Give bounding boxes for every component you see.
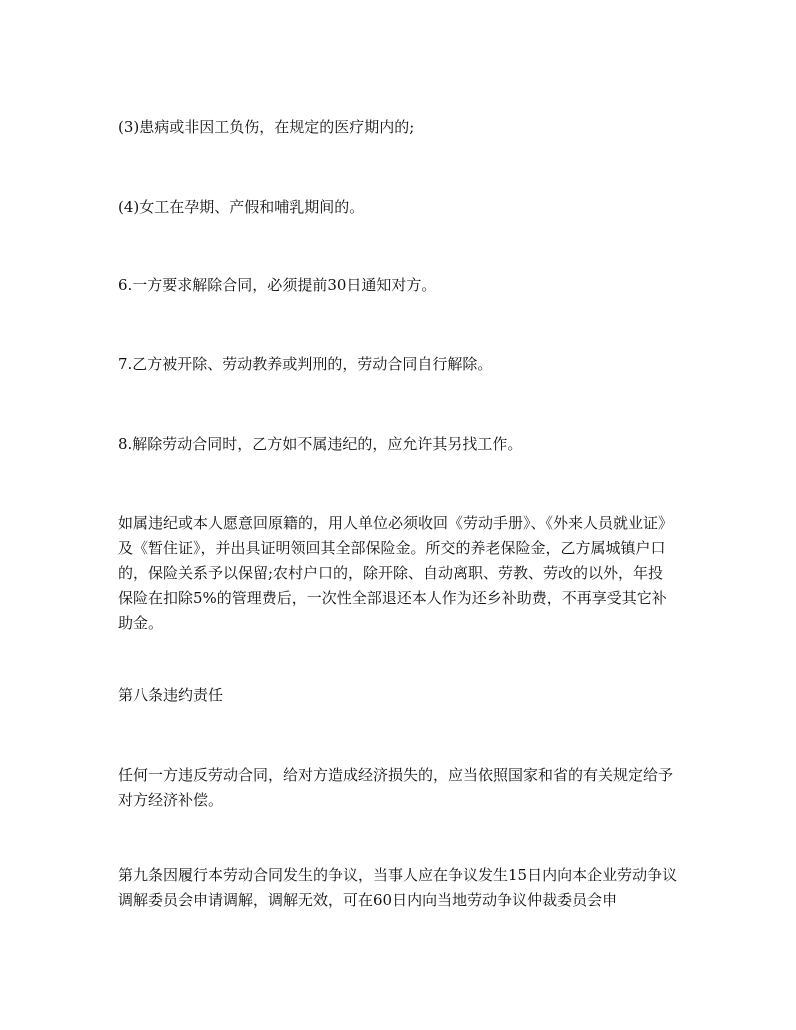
paragraph-item-6: 6.一方要求解除合同，必须提前30日通知对方。	[118, 276, 437, 294]
paragraph-item-7: 7.乙方被开除、劳动教养或判刑的，劳动合同自行解除。	[118, 355, 493, 373]
paragraph-item-8: 8.解除劳动合同时，乙方如不属违纪的，应允许其另找工作。	[118, 435, 523, 453]
paragraph-clause-4: (4)女工在孕期、产假和哺乳期间的。	[118, 198, 365, 216]
paragraph-article-9: 第九条因履行本劳动合同发生的争议，当事人应在争议发生15日内向本企业劳动争议调解委员会申请调解，调解无效，可在60日内向当地劳动争议仲裁委员会申	[118, 866, 678, 909]
paragraph-clause-3: (3)患病或非因工负伤，在规定的医疗期内的;	[118, 118, 415, 136]
section-heading-article-8: 第八条违约责任	[118, 686, 224, 704]
paragraph-insurance-terms: 如属违纪或本人愿意回原籍的，用人单位必须收回《劳动手册》、《外来人员就业证》及《暂住证》，并出具证明领回其全部保险金。所交的养老保险金，乙方属城镇户口的，保险关系予以保留;农村户口的，除开除、自动离职、劳教、劳改的以外，年投保险在扣除5%的管理费后，一次性全部退还本人作为还乡补助费，不再享受其它补助金。	[118, 514, 674, 632]
paragraph-breach-liability: 任何一方违反劳动合同，给对方造成经济损失的，应当依照国家和省的有关规定给予对方经济补偿。	[118, 766, 674, 809]
